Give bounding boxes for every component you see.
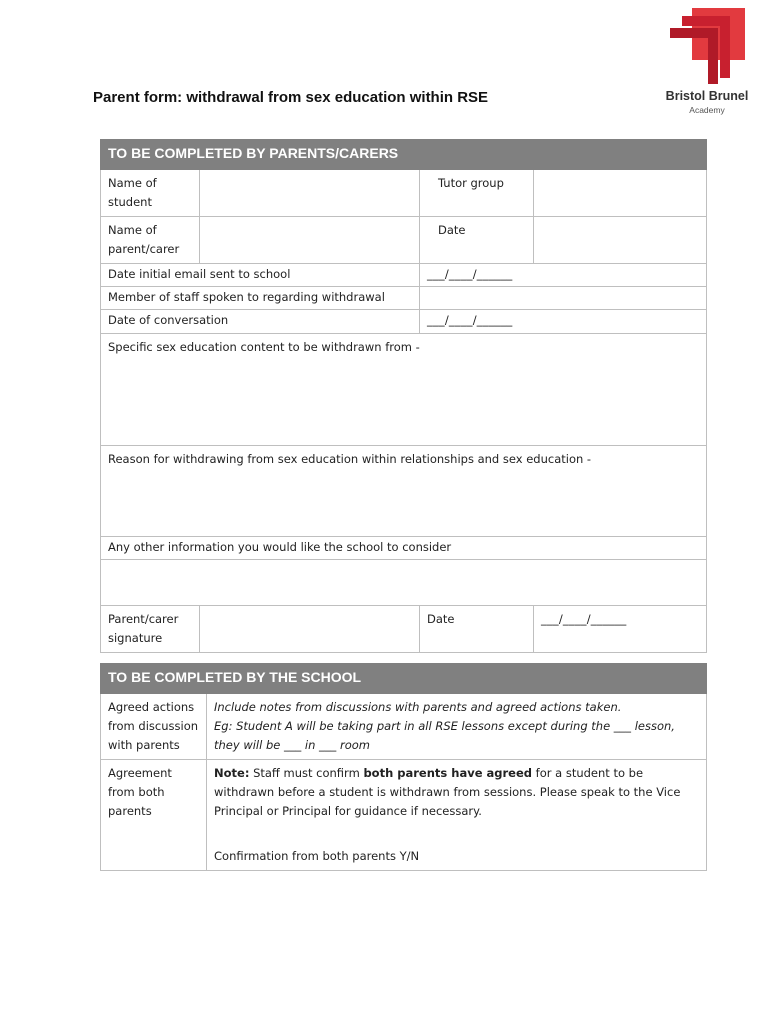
name-of-student-field[interactable] <box>200 170 420 217</box>
date-field[interactable] <box>534 217 707 264</box>
agreed-actions-note: Include notes from discussions with parents and agreed actions taken. <box>214 700 622 714</box>
parents-section-header: TO BE COMPLETED BY PARENTS/CARERS <box>101 140 707 170</box>
agreed-actions-label: Agreed actions from discussion with parents <box>101 694 207 760</box>
other-info-field[interactable] <box>101 560 707 606</box>
specific-content-box[interactable]: Specific sex education content to be withdrawn from - <box>101 334 707 446</box>
school-form-table <box>100 663 707 871</box>
date-conversation-field[interactable]: ___/____/______ <box>420 310 707 334</box>
date-conversation-label: Date of conversation <box>101 310 420 334</box>
other-info-label: Any other information you would like the school to consider <box>101 537 707 560</box>
agreement-label: Agreement from both parents <box>101 760 207 871</box>
tutor-group-field[interactable] <box>534 170 707 217</box>
note-text-2: for a student to be withdrawn before a student is withdrawn from sessions. Please speak to the Vice Principal or Principal for guidance if necessary. <box>214 766 681 818</box>
date-email-field[interactable]: ___/____/______ <box>420 264 707 287</box>
date-label: Date <box>420 217 534 264</box>
parents-form-table <box>100 139 707 653</box>
agreed-actions-example: Eg: Student A will be taking part in all RSE lessons except during the ___ lesson, they will be ___ in ___ room <box>214 719 675 752</box>
note-bold: both parents have agreed <box>363 766 532 780</box>
logo-name: Bristol Brunel <box>665 89 749 103</box>
tutor-group-label: Tutor group <box>420 170 534 217</box>
note-prefix: Note: <box>214 766 250 780</box>
logo-subtitle: Academy <box>689 105 725 115</box>
signature-field[interactable] <box>200 606 420 653</box>
academy-logo <box>662 6 752 115</box>
signature-date-field[interactable]: ___/____/______ <box>534 606 707 653</box>
name-of-parent-label: Name of parent/carer <box>101 217 200 264</box>
note-text-1: Staff must confirm <box>249 766 364 780</box>
reason-box[interactable]: Reason for withdrawing from sex education within relationships and sex education - <box>101 446 707 537</box>
name-of-student-label: Name of student <box>101 170 200 217</box>
page-title: Parent form: withdrawal from sex education within RSE <box>93 89 489 106</box>
confirmation-text[interactable]: Confirmation from both parents Y/N <box>214 849 420 863</box>
agreed-actions-field[interactable] <box>207 694 707 760</box>
name-of-parent-field[interactable] <box>200 217 420 264</box>
date-email-label: Date initial email sent to school <box>101 264 420 287</box>
member-staff-field[interactable] <box>420 287 707 310</box>
agreement-field[interactable] <box>207 760 707 871</box>
signature-date-label: Date <box>420 606 534 653</box>
member-staff-label: Member of staff spoken to regarding withdrawal <box>101 287 420 310</box>
logo-mark-icon <box>668 6 748 84</box>
school-section-header: TO BE COMPLETED BY THE SCHOOL <box>101 664 707 694</box>
signature-label: Parent/carer signature <box>101 606 200 653</box>
